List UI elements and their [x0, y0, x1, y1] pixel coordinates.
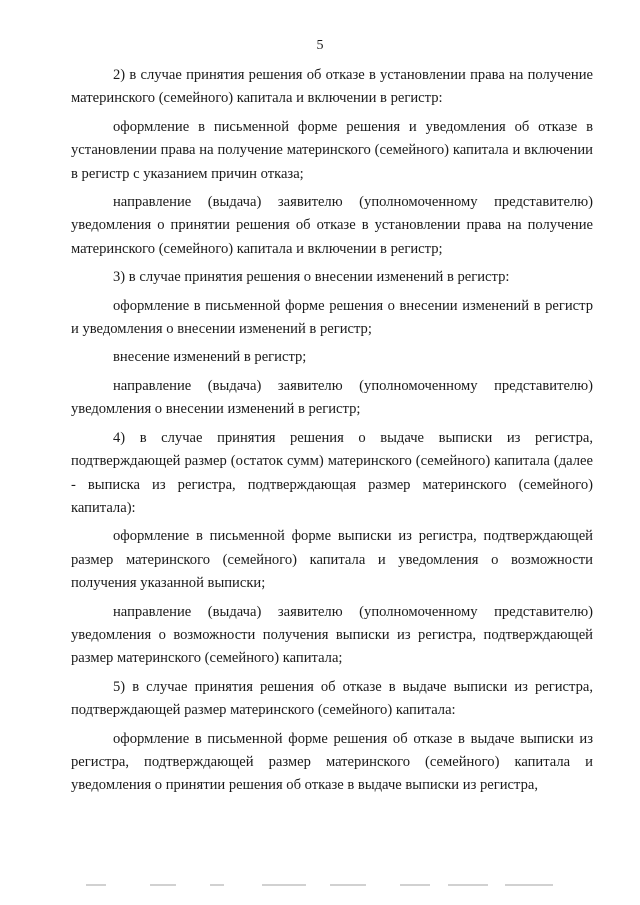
paragraph: направление (выдача) заявителю (уполномоченному представителю) уведомления о внесении изменений в регистр;	[71, 377, 593, 418]
scan-mark	[210, 884, 224, 886]
paragraph: направление (выдача) заявителю (уполномоченному представителю) уведомления о возможности получения выписки из регистра, подтверждающей размер материнского (семейного) капитала;	[71, 603, 593, 667]
paragraph: 4) в случае принятия решения о выдаче выписки из регистра, подтверждающей размер (остаток сумм) материнского (семейного) капитала (далее - выписка из регистра, подтверждающая размер материнского (семейного) капитала):	[71, 429, 593, 516]
paragraph: направление (выдача) заявителю (уполномоченному представителю) уведомления о принятии решения об отказе в установлении права на получение материнского (семейного) капитала и включении в регистр;	[71, 194, 593, 257]
scan-mark	[505, 884, 553, 886]
paragraph: оформление в письменной форме решения и уведомления об отказе в установлении права на получение материнского (семейного) капитала и включении в регистр с указанием причин отказа;	[71, 118, 593, 182]
paragraph: 2) в случае принятия решения об отказе в установлении права на получение материнского (семейного) капитала и включении в регистр:	[71, 67, 593, 107]
scan-mark	[400, 884, 430, 886]
scan-mark	[86, 884, 106, 886]
paragraph: внесение изменений в регистр;	[113, 349, 307, 366]
paragraph: оформление в письменной форме выписки из регистра, подтверждающей размер материнского (семейного) капитала и уведомления о возможности получения указанной выписки;	[71, 528, 593, 592]
document-body	[71, 64, 593, 803]
scan-mark	[262, 884, 306, 886]
paragraph: оформление в письменной форме решения об отказе в выдаче выписки из регистра, подтверждающей размер материнского (семейного) капитала и уведомления о принятии решения об отказе в выдаче выписки из регистра,	[71, 730, 593, 794]
paragraph: оформление в письменной форме решения о внесении изменений в регистр и уведомления о внесении изменений в регистр;	[71, 297, 593, 338]
scan-mark	[448, 884, 488, 886]
scan-mark	[330, 884, 366, 886]
paragraph: 5) в случае принятия решения об отказе в выдаче выписки из регистра, подтверждающей размер материнского (семейного) капитала:	[71, 678, 593, 719]
scan-artifact-strip	[0, 884, 640, 890]
paragraph: 3) в случае принятия решения о внесении изменений в регистр:	[113, 269, 510, 286]
page-number: 5	[316, 38, 324, 53]
scan-mark	[150, 884, 176, 886]
